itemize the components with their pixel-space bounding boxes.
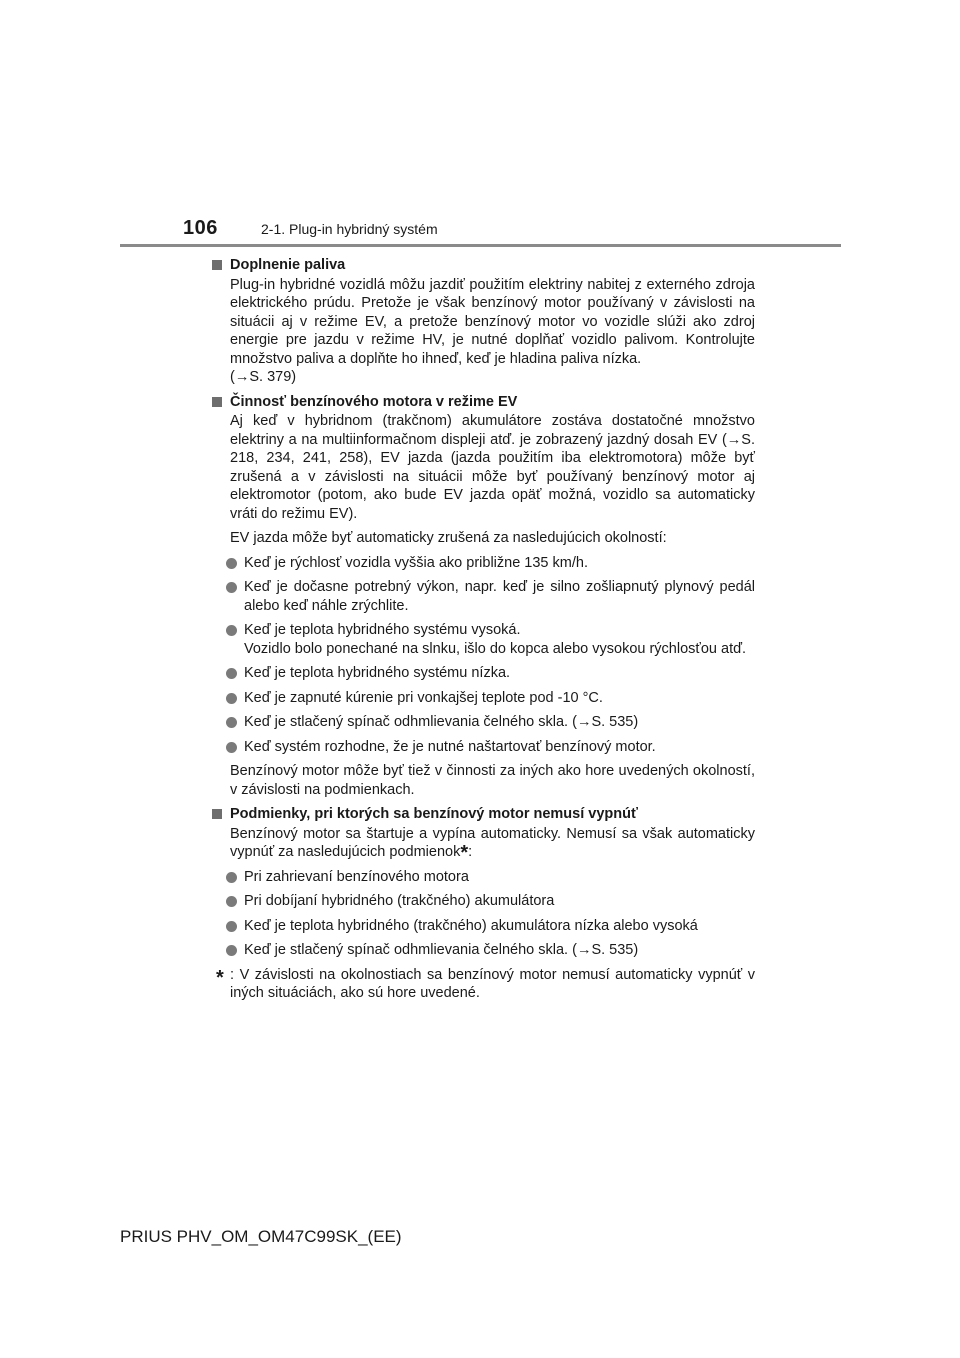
section-title: 2-1. Plug-in hybridný systém bbox=[261, 221, 438, 237]
list-item-text: Keď je teplota hybridného systému nízka. bbox=[244, 665, 511, 681]
asterisk-mark: * bbox=[460, 842, 469, 864]
list-item bbox=[210, 664, 755, 683]
round-bullet-icon bbox=[226, 693, 237, 704]
list-item-text: Keď je dočasne potrebný výkon, napr. keď je silno zošliapnutý plynový pedál alebo keď náhle zrýchlite. bbox=[244, 579, 755, 614]
footnote: * : V závislosti na okolnostiach sa benzínový motor nemusí automaticky vypnúť v iných situáciách, ako sú hore uvedené. bbox=[216, 966, 755, 1001]
round-bullet-icon bbox=[226, 717, 237, 728]
paragraph-text: Aj keď v hybridnom (trakčnom) akumulátore zostáva dostatočné množstvo elektriny a na multiinformačnom displeji atď. je zobrazený jazdný dosah EV ( bbox=[230, 413, 755, 448]
round-bullet-icon bbox=[226, 921, 237, 932]
list-item-text: Pri dobíjaní hybridného (trakčného) akumulátora bbox=[244, 893, 555, 909]
page-number: 106 bbox=[183, 217, 218, 239]
list-item bbox=[210, 554, 755, 573]
arrow-right-icon: → bbox=[576, 942, 592, 958]
arrow-right-icon: → bbox=[234, 369, 250, 385]
header-rule bbox=[120, 244, 841, 247]
list-item bbox=[210, 713, 755, 732]
list-item bbox=[210, 738, 755, 757]
section-heading bbox=[210, 393, 755, 412]
square-bullet-icon bbox=[212, 260, 222, 270]
paragraph-text: : bbox=[468, 844, 473, 860]
ref-text: S. 379) bbox=[249, 369, 297, 385]
list-item-text: Keď je rýchlosť vozidla vyššia ako približne 135 km/h. bbox=[244, 554, 588, 571]
round-bullet-icon bbox=[226, 872, 237, 883]
paragraph-text: S. 218, 234, 241, 258), EV jazda (jazda použitím iba elektromotora) môže byť zrušená a v závislosti na situácii môže byť používaný benzínový motor aj elektromotor (potom, ako bude EV jazda opäť možná, vozidlo sa automaticky vráti do režimu EV). bbox=[230, 431, 755, 522]
list-item-text: Pri zahrievaní benzínového motora bbox=[244, 868, 469, 885]
round-bullet-icon bbox=[226, 742, 237, 753]
section-heading bbox=[210, 805, 755, 824]
list-item-text: Keď je stlačený spínač odhmlievania čelného skla. ( bbox=[244, 714, 577, 730]
list-item-text: Keď je teplota hybridného (trakčného) akumulátora nízka alebo vysoká bbox=[244, 917, 698, 934]
paragraph bbox=[210, 276, 755, 387]
section-fuel-refill bbox=[210, 256, 755, 387]
round-bullet-icon bbox=[226, 896, 237, 907]
page-content bbox=[210, 256, 755, 1003]
arrow-right-icon: → bbox=[576, 714, 592, 730]
paragraph: EV jazda môže byť automaticky zrušená za nasledujúcich okolností: bbox=[230, 530, 667, 546]
paragraph-text: Plug-in hybridné vozidlá môžu jazdiť použitím elektriny nabitej z externého zdroja elektrického prúdu. Pretože je však benzínový motor používaný v závislosti na situácii aj v režime EV, a pretože benzínový motor vo vozidle slúži ako zdroj energie pre jazdu v režime HV, je nutné doplňať vozidlo palivom. Kontrolujte množstvo paliva a doplňte ho ihneď, keď je hladina paliva nízka. bbox=[230, 276, 755, 367]
list-item bbox=[210, 941, 755, 960]
round-bullet-icon bbox=[226, 558, 237, 569]
list-item bbox=[210, 892, 755, 911]
paragraph: Benzínový motor môže byť tiež v činnosti za iných ako hore uvedených okolností, v závislosti na podmienkach. bbox=[230, 763, 755, 798]
ref-open: ( bbox=[230, 369, 235, 385]
paragraph bbox=[210, 825, 755, 862]
round-bullet-icon bbox=[226, 945, 237, 956]
heading-text: Podmienky, pri ktorých sa benzínový motor nemusí vypnúť bbox=[230, 806, 638, 822]
page-reference bbox=[230, 368, 755, 387]
round-bullet-icon bbox=[226, 668, 237, 679]
round-bullet-icon bbox=[226, 582, 237, 593]
list-item bbox=[210, 917, 755, 936]
list-item-detail: Vozidlo bolo ponechané na slnku, išlo do kopca alebo vysokou rýchlosťou atď. bbox=[244, 640, 747, 657]
arrow-right-icon: → bbox=[726, 431, 742, 448]
list-item-text: Keď je zapnuté kúrenie pri vonkajšej teplote pod -10 °C. bbox=[244, 689, 603, 706]
square-bullet-icon bbox=[212, 397, 222, 407]
section-engine-may-not-stop bbox=[210, 805, 755, 960]
list-item bbox=[210, 868, 755, 887]
list-item bbox=[210, 621, 755, 658]
section-heading bbox=[210, 256, 755, 275]
paragraph bbox=[210, 412, 755, 523]
footer-doc-code: PRIUS PHV_OM_OM47C99SK_(EE) bbox=[120, 1227, 402, 1246]
list-item-text: Keď je stlačený spínač odhmlievania čelného skla. ( bbox=[244, 942, 577, 958]
footnote-text: : V závislosti na okolnostiach sa benzínový motor nemusí automaticky vypnúť v iných situáciách, ako sú hore uvedené. bbox=[230, 966, 755, 1001]
paragraph-text: Benzínový motor sa štartuje a vypína automaticky. Nemusí sa však automaticky vypnúť za nasledujúcich podmienok bbox=[230, 825, 755, 860]
heading-text: Činnosť benzínového motora v režime EV bbox=[230, 393, 518, 410]
list-item-text: Keď je teplota hybridného systému vysoká. bbox=[244, 622, 521, 638]
heading-text: Doplnenie paliva bbox=[230, 257, 346, 273]
list-item bbox=[210, 689, 755, 708]
list-item bbox=[210, 578, 755, 615]
square-bullet-icon bbox=[212, 809, 222, 819]
ref-text: S. 535) bbox=[591, 942, 639, 958]
ref-text: S. 535) bbox=[591, 714, 639, 730]
section-engine-in-ev-mode bbox=[210, 393, 755, 800]
list-item-text: Keď systém rozhodne, že je nutné naštartovať benzínový motor. bbox=[244, 738, 656, 755]
round-bullet-icon bbox=[226, 625, 237, 636]
